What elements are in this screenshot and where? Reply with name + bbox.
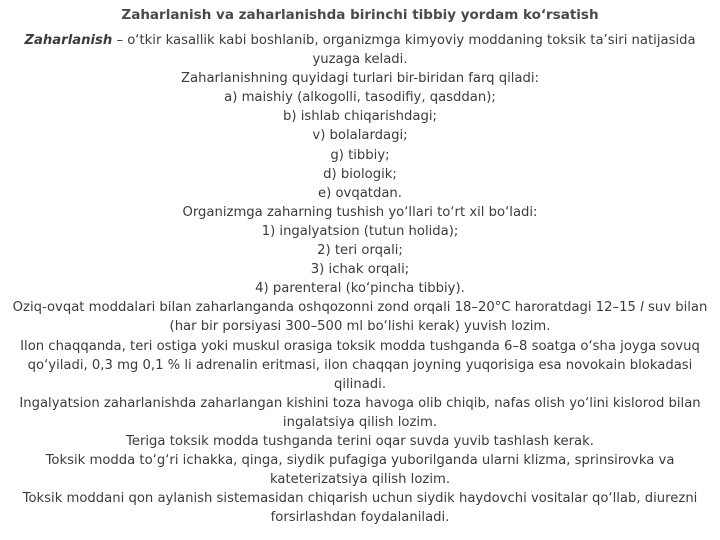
list-item-route-3: 3) ichak orqali; bbox=[310, 262, 410, 278]
list-item-type-e: e) ovqatdan. bbox=[318, 185, 402, 201]
routes-intro: Organizmga zaharning tushish yo‘llari to‘rt xil bo‘ladi: bbox=[182, 204, 538, 220]
list-item-type-b: b) ishlab chiqarishdagi; bbox=[283, 109, 437, 125]
list-item-type-g: g) tibbiy; bbox=[330, 147, 390, 163]
list-item-route-2: 2) teri orqali; bbox=[317, 243, 403, 259]
skin-paragraph: Teriga toksik modda tushganda terini oqar suvda yuvib tashlash kerak. bbox=[126, 433, 594, 449]
page-title: Zaharlanish va zaharlanishda birinchi tibbiy yordam ko‘rsatish bbox=[121, 7, 599, 23]
lavage-text-before: Oziq-ovqat moddalari bilan zaharlanganda oshqozonni zond orqali 18–20°C haroratdagi 12–15 bbox=[12, 300, 641, 316]
cavity-paragraph: Toksik modda to‘g‘ri ichakka, qinga, siydik pufagiga yuborilganda ularni klizma, sprinsirovka va kateterizatsiya qilish lozim. bbox=[45, 453, 675, 488]
slide-body bbox=[8, 31, 712, 527]
list-item-route-4: 4) parenteral (ko‘pincha tibbiy). bbox=[255, 281, 465, 297]
lavage-paragraph bbox=[8, 298, 712, 336]
lavage-text-after: suv bilan (har bir porsiyasi 300–500 ml bo‘lishi kerak) yuvish lozim. bbox=[169, 300, 708, 335]
definition-paragraph bbox=[8, 31, 712, 69]
definition-text: – o‘tkir kasallik kabi boshlanib, organizmga kimyoviy moddaning toksik ta’siri natijasida yuzaga keladi. bbox=[112, 33, 696, 68]
types-intro: Zaharlanishning quyidagi turlari bir-biridan farq qiladi: bbox=[181, 71, 539, 87]
list-item-type-a: a) maishiy (alkogolli, tasodifiy, qasddan); bbox=[224, 90, 496, 106]
inhalation-paragraph: Ingalyatsion zaharlanishda zaharlangan kishini toza havoga olib chiqib, nafas olish yo‘lini kislorod bilan ingalatsiya qilish lozim. bbox=[19, 395, 701, 430]
lavage-unit: l bbox=[640, 300, 644, 316]
snakebite-paragraph: Ilon chaqqanda, teri ostiga yoki muskul orasiga toksik modda tushganda 6–8 soatga o‘sha joyga sovuq qo‘yiladi, 0,3 mg 0,1 % li adrenalin eritmasi, ilon chaqqan joyning yuqorisiga esa novokain blokadasi qilinadi. bbox=[20, 338, 700, 392]
diuresis-paragraph: Toksik moddani qon aylanish sistemasidan chiqarish uchun siydik haydovchi vositalar qo‘llab, diurezni forsirlashdan foydalaniladi. bbox=[22, 491, 698, 526]
list-item-route-1: 1) ingalyatsion (tutun holida); bbox=[261, 223, 459, 239]
definition-term: Zaharlanish bbox=[24, 33, 113, 48]
list-item-type-v: v) bolalardagi; bbox=[312, 128, 408, 144]
list-item-type-d: d) biologik; bbox=[323, 166, 397, 182]
